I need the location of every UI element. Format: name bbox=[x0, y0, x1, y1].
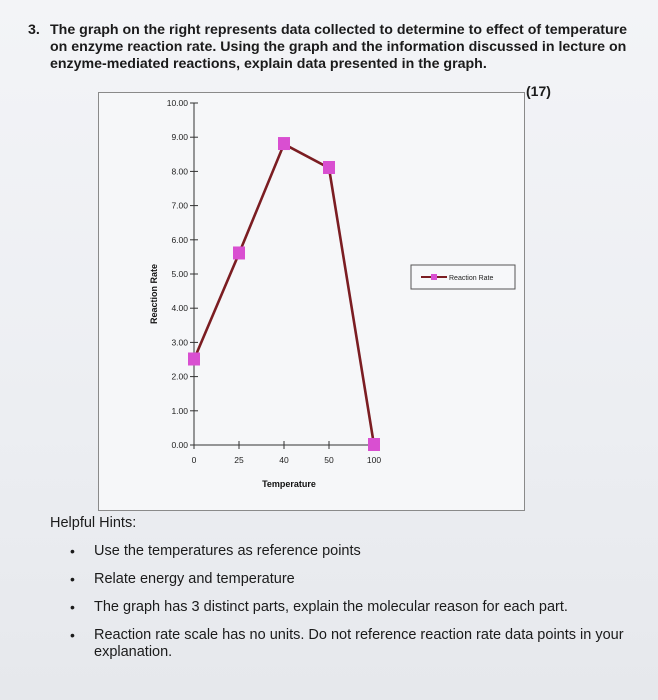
hint-item bbox=[70, 599, 630, 616]
series-line bbox=[194, 144, 374, 445]
data-point bbox=[278, 137, 290, 150]
reaction-rate-chart bbox=[99, 93, 524, 510]
y-axis-title: Reaction Rate bbox=[149, 263, 159, 325]
bullet-icon: • bbox=[70, 599, 75, 615]
data-point bbox=[188, 353, 200, 366]
hint-text: Use the temperatures as reference points bbox=[94, 543, 361, 559]
y-tick-label: 0.00 bbox=[171, 440, 188, 450]
legend-label: Reaction Rate bbox=[449, 275, 494, 282]
y-tick-label: 2.00 bbox=[171, 371, 188, 382]
chart-frame bbox=[98, 92, 525, 511]
legend-swatch-marker bbox=[431, 274, 437, 280]
x-tick-label: 0 bbox=[191, 455, 197, 465]
y-tick-label: 3.00 bbox=[171, 337, 188, 348]
hint-item bbox=[70, 627, 630, 661]
x-tick-label: 40 bbox=[279, 455, 289, 465]
y-tick-label: 7.00 bbox=[171, 200, 188, 211]
question-text: The graph on the right represents data collected to determine to effect of temperature on enzyme reaction rate. Using the graph and the information discussed in lecture on enzyme-mediated reactions, explain data presented in the graph. bbox=[50, 22, 628, 72]
question-points: (17) bbox=[526, 83, 551, 99]
hint-item bbox=[70, 543, 630, 560]
data-point bbox=[368, 438, 380, 451]
hints-list bbox=[70, 543, 630, 672]
x-axis-title: Temperature bbox=[262, 479, 316, 489]
question-number: 3. bbox=[28, 22, 40, 38]
data-point bbox=[323, 161, 335, 174]
data-point bbox=[233, 246, 245, 259]
hint-text: Reaction rate scale has no units. Do not reference reaction rate data points in your explanation. bbox=[94, 627, 624, 660]
y-tick-label: 4.00 bbox=[171, 303, 188, 314]
bullet-icon: • bbox=[70, 543, 75, 559]
bullet-icon: • bbox=[70, 571, 75, 587]
x-tick-label: 25 bbox=[234, 455, 244, 465]
y-tick-label: 1.00 bbox=[171, 405, 188, 416]
hint-item bbox=[70, 571, 630, 588]
hint-text: Relate energy and temperature bbox=[94, 571, 295, 587]
y-tick-label: 9.00 bbox=[171, 132, 188, 143]
question-block bbox=[28, 22, 628, 73]
y-tick-label: 8.00 bbox=[171, 166, 188, 177]
y-tick-label: 10.00 bbox=[166, 98, 188, 108]
bullet-icon: • bbox=[70, 627, 75, 643]
y-tick-label: 6.00 bbox=[171, 234, 188, 245]
y-tick-label: 5.00 bbox=[171, 269, 188, 279]
hints-title: Helpful Hints: bbox=[50, 515, 137, 531]
hint-text: The graph has 3 distinct parts, explain the molecular reason for each part. bbox=[94, 599, 568, 615]
x-tick-label: 50 bbox=[324, 455, 334, 465]
x-tick-label: 100 bbox=[366, 455, 382, 465]
